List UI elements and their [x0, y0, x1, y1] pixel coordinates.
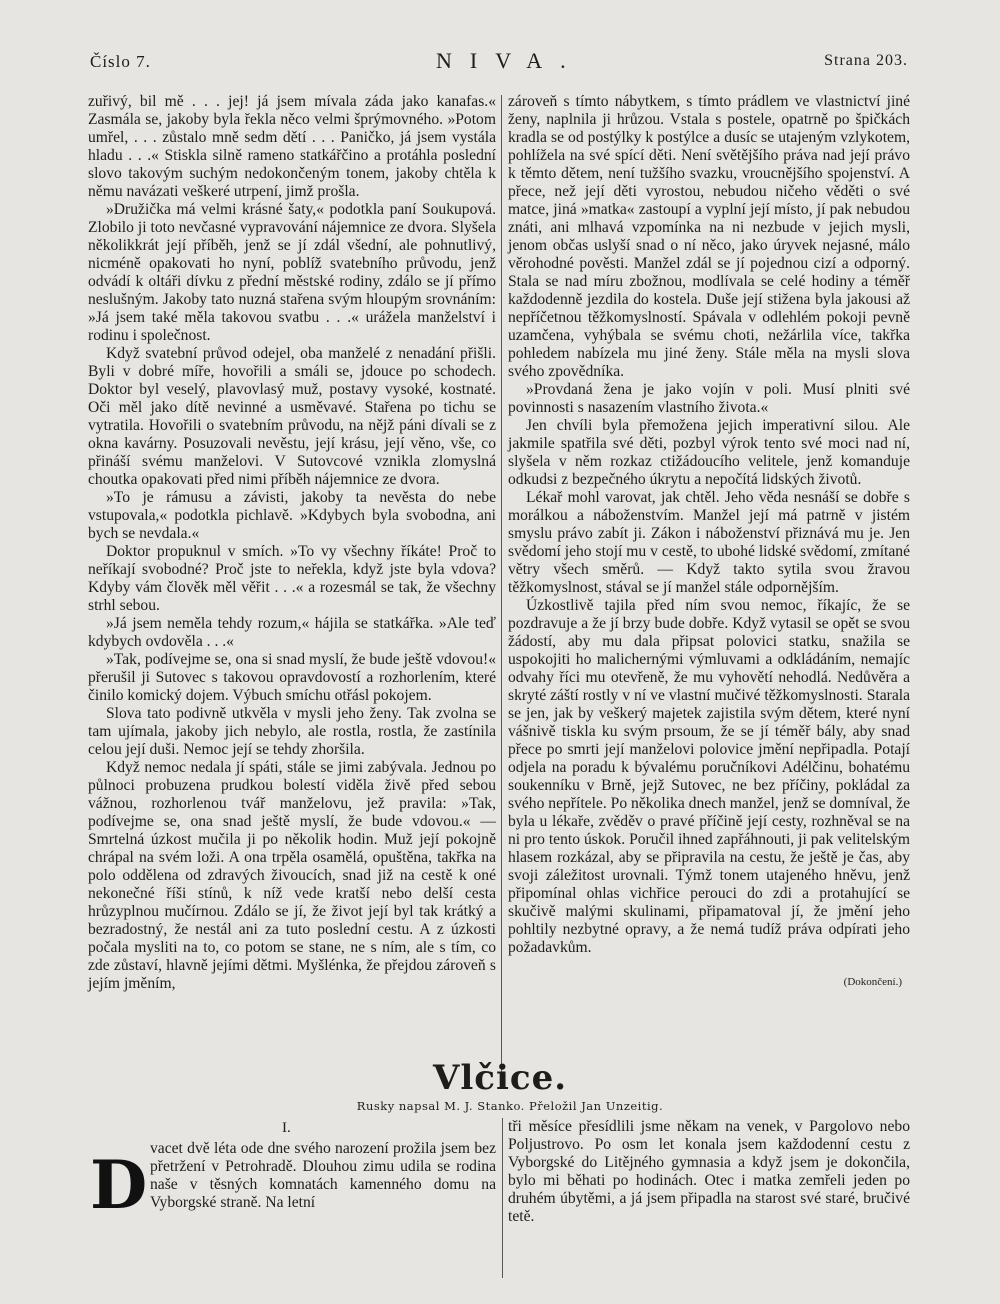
story-right-column — [508, 1118, 910, 1226]
column-divider — [502, 1118, 503, 1278]
drop-cap: D — [90, 1146, 148, 1224]
paragraph: zároveň s tímto nábytkem, s tímto prádlem ve vlastnictví jiné ženy, naplnila ji hrůzou. Vstala s postele, opatrně po špičkách kradla se od postýlky k postýlce a dusíc se utajeným vzlykotem, pohlížela na své spící děti. Není světějšího práva nad její právo k těmto dětem, není tužšího svazku, vroucnějšího spojenství. A přece, než její děti vyrostou, nebudou ničeho věděti o své matce, jiná »matka« zastoupí a vyplní její místo, jí pak nebudou znáti, ani mlhavá vzpomínka na ni nezbude v jejich mysli, jenom občas uslyší snad o ní něco, jako úryvek nejasné, málo věrohodné pověsti. Manžel zdál se jí pojednou cizí a odporný. Stala se nad míru zbožnou, modlívala se celé hodiny a téměř každodenně jezdila do kostela. Duše její stižena byla jakousi až nepříčetnou těžkomyslností. Spávala v odlehlém pokoji pevně uzamčena, vyhýbala se svému choti, nežárlila více, takřka pohledem nabízela mu jiné ženy. Stále měla na mysli slova svého zpovědníka. — [508, 93, 910, 380]
page-header — [88, 48, 908, 76]
page-number: Strana 203. — [824, 52, 908, 69]
story-byline: Rusky napsal M. J. Stanko. Přeložil Jan Unzeitig. — [356, 1099, 664, 1113]
paragraph: »Provdaná žena je jako vojín v poli. Musí plniti své povinnosti s nasazením vlastního života.« — [508, 381, 910, 416]
paragraph: Když svatební průvod odejel, oba manželé z nenadání přišli. Byli v dobré míře, hovořili a smáli se, jdouce po schodech. Doktor byl veselý, plavovlasý muž, postavy vysoké, kostnaté. Oči měl jako dítě nevinné a usměvavé. Stařena po tichu se vytratila. Hovořili o svatebním průvodu, na nějž páni dívali se z okna kavárny. Posuzovali nevěstu, její krásu, její věno, vše, co přináší svému manželovi. V Sutovcové vznikla zlomyslná choutka opakovati před nimi příběh nájemnice ze dvora. — [88, 345, 496, 488]
paragraph: »Tak, podívejme se, ona si snad myslí, že bude ještě vdovou!« přerušil ji Sutovec s takovou opravdovostí a rozhorlením, které činilo komický dojem. Výbuch smíchu otřásl pokojem. — [88, 651, 496, 704]
paragraph: tři měsíce přesídlili jsme někam na venek, v Pargolovo nebo Poljustrovo. Po osm let konala jsem každodenní cestu z Vyborgské do Litějného gymnasia a když jsem je dokončila, bylo mi běhati po hodinách. Otec i matka zemřeli jeden po druhém úbytěmi, a já jsem připadla na starost své staré, bručivé tetě. — [508, 1118, 910, 1225]
paragraph: Doktor propuknul v smích. »To vy všechny říkáte! Proč to neříkají svobodné? Proč jste to neřekla, když jste byla vdova? Kdyby vám člověk měl věřit . . .« a rozesmál se tak, že všechny strhl sebou. — [88, 543, 496, 614]
paragraph: vacet dvě léta ode dne svého narození prožila jsem bez přetržení v Petrohradě. Dlouhou zimu udila se rodina naše v těsných komnatách kamenného domu na Vyborgské straně. Na letní — [150, 1140, 496, 1211]
column-divider — [501, 95, 502, 1075]
story-left-column — [150, 1140, 496, 1212]
paragraph: »Družička má velmi krásné šaty,« podotkla paní Soukupová. Zlobilo ji toto nevčasné vypravování nájemnice ze dvora. Slyšela několikkrát její příběh, jenž se jí zdál všední, ale pohnutlivý, nicméně opakovati ho nyní, poblíž svatebního průvodu, jenž odvádí k oltáři dívku z přední městské rodiny, zdálo se jí přímo neslušným. Jakoby tato nuzná stařena svým hloupým srovnáním: »Já jsem také měla takovou svatbu . . .« urážela manželství i rodinu i společnost. — [88, 201, 496, 344]
right-column — [508, 93, 910, 991]
paragraph: Když nemoc nedala jí spáti, stále se jimi zabývala. Jednou po půlnoci probuzena prudkou bolestí viděla živě před sebou vážnou, rozhorlenou tvář manželovu, jež pravila: »Tak, podívejme se, ona snad ještě myslí, že bude vdovou.« — Smrtelná úzkost mučila ji po několik hodin. Muž její pokojně chrápal na svém loži. A ona trpěla osamělá, opuštěna, takřka na polo oddělena od zdravých živoucích, snad již na cestě k oné nekonečné říši stínů, k níž vede kratší nebo delší cesta hrůzyplnou mučírnou. Zdálo se jí, že život její byl tak krátký a bezradostný, že nestál ani za tuto poslední cestu. A z úzkosti počala mysliti na to, co potom se stane, ne s ním, ale s tím, co zde zůstaví, hlavně jejími dětmi. Myšlénka, že přejdou zároveň s jejím jměním, — [88, 759, 496, 992]
paragraph: Jen chvíli byla přemožena jejich imperativní silou. Ale jakmile spatřila své děti, pozbyl výrok tento své moci nad ní, slyšela v něm rozkaz ctižádoucího velitele, jenž komanduje odkudsi z bezpečného úkrytu a nepočítá lidských životů. — [508, 417, 910, 488]
left-column — [88, 93, 496, 993]
issue-number: Číslo 7. — [90, 52, 151, 71]
continuation-note: (Dokončení.) — [843, 976, 902, 988]
story-title: Vlčice. — [432, 1058, 568, 1098]
paragraph: zuřivý, bil mě . . . jej! já jsem mívala záda jako kanafas.« Zasmála se, jakoby byla řekla něco velmi šprýmovného. »Potom umřel, . . . zůstalo mně sedm dětí . . . Paničko, já jsem vystála hladu . . .« Stiskla silně rameno statkářčino a protáhla poslední slovo takovým suchým nedokončeným tonem, jakoby chtěla k němu navázati veškeré utrpení, jimž prošla. — [88, 93, 496, 200]
paragraph: Slova tato podivně utkvěla v mysli jeho ženy. Tak zvolna se tam ujímala, jakoby jich nebylo, ale rostla, rostla, že zastínila celou její duši. Nemoc její se tehdy zhoršila. — [88, 705, 496, 758]
paragraph: Úzkostlivě tajila před ním svou nemoc, říkajíc, že se pozdravuje a že jí brzy bude dobře. Když vytasil se opět se svou žádostí, aby mu dala připsat polovici statku, snažila se uspokojiti ho malichernými výmluvami a odkládáním, nemajíc odvahy říci mu otevřeně, že mu vyhovětí nehodlá. Nedůvěra a skryté záští rostly v ní ve vlastní mučivé těžkomyslnosti. Starala se jen, jak by veškerý majetek zajistila svým dětem, které nyní vášnivě tiskla ku svým prsoum, že se jí téměř bály, aby snad přece po smrti její manželovi polovice jmění nepřipadla. Potají odjela na poradu k bývalému poručníkovi Adélčinu, bohatému soukenníku v Brně, jejž Sutovec, ne bez příčiny, pokládal za svého nepřítele. Po několika dnech manžel, jenž se domníval, že byla u lékaře, zvěděv o pravé příčině její cesty, rozhněval se na ni pro tento úskok. Poručil ihned zapřáhnouti, ji pak velitelským hlasem rozkázal, aby se připravila na cestu, že ještě je čas, aby svoji záležitost urovnali. Týmž tonem utajeného hněvu, jenž připomínal ohlas vichřice perouci do zdi a protahující se skučivě malými skulinami, připamatoval jí, že jmění jeho pohltily nezbytné opravy, a že nemá tudíž práva odpírati jeho požadavkům. — [508, 597, 910, 956]
magazine-title: NIVA. — [436, 48, 584, 73]
section-number: I. — [282, 1120, 291, 1136]
paragraph: »Já jsem neměla tehdy rozum,« hájila se statkářka. »Ale teď kdybych ovdověla . . .« — [88, 615, 496, 650]
paragraph: »To je rámusu a závisti, jakoby ta nevěsta do nebe vstupovala,« podotkla pichlavě. »Kdybych byla svobodna, ani bych se nevdala.« — [88, 489, 496, 542]
paragraph: Lékař mohl varovat, jak chtěl. Jeho věda nesnáší se dobře s morálkou a náboženstvím. Manžel její má patrně v jistém smyslu právo zabít ji. Zákon i náboženství přiznává mu je. Jen svědomí jeho stojí mu v cestě, to ubohé lidské svědomí, zmítané větry všech směrů. — Když takto sytila svou žravou těžkomyslnost, stával se jí manžel stále odpornějším. — [508, 489, 910, 596]
